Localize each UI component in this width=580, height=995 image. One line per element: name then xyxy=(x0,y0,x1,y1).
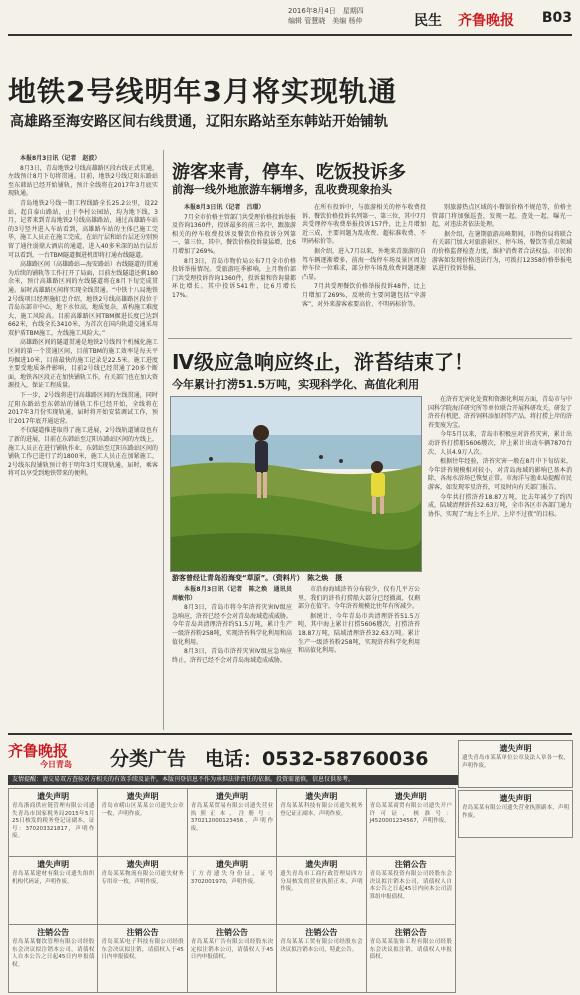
story3-paragraph: 市沿海海域浒苔分布较少，仅有几平方公里，我们的浒苔打捞船大部分已经撤离，仅剩部分在值守。今年浒苔规模比往年有所减少。 xyxy=(298,586,420,611)
beach-photo xyxy=(170,396,422,572)
story3-paragraph: 今年5月以来，青岛市积极应对浒苔灾害，累计出动浒苔打捞船5606艘次，岸上累计出动车辆7870台次、人员4.9万人次。 xyxy=(428,431,572,456)
classified-ad-title: 注销公告 xyxy=(37,928,70,937)
classified-ad xyxy=(276,788,366,857)
classified-ad-body: 遗失青岛市某某单位公章及法人章各一枚，声明作废。 xyxy=(462,755,569,769)
classified-ad-body: 青岛某某广告有限公司经股东决定拟注销本公司，请债权人于45日内申报债权。 xyxy=(190,939,274,960)
classified-ad-title: 注销公告 xyxy=(215,928,248,937)
story3-paragraph: 根据往年经验，浒苔灾害一般在8月中下旬结束，今年浒苔规模相对较小，对青岛海域的影响已基本消除，各海水浴场已恢复正常。市海洋与渔业局提醒市民游客，如发现零星浒苔，可及时向有关部门报告。 xyxy=(428,458,573,491)
story1-paragraph: 高雄路区间（高雄路站—海安路站）右线隧道的贯通为后续的铺轨等工作打开了局面，目前左线隧道还剩180余米，预计高雄路区间的左线隧道将在8月下旬完成贯通。届时高雄路区间将实现全线贯通。“中铁十八局地铁2号线项目经理施虹忠介绍，地铁2号线高雄路区段位于青岛东部市中心，地下水位高，地质复杂，盾构施工难度大，施工风险高。目前高雄路区间TBM掘进长度已达到662米，右线全长3410米，为首次在国内轨道交通采用双护盾TBM施工，左线施工风险大。” xyxy=(8,261,159,337)
story3-col2 xyxy=(298,586,420,731)
classified-ad-body: 青岛某某有限公司遗失营业执照副本，声明作废。 xyxy=(462,805,569,819)
classified-ad xyxy=(276,856,366,925)
classified-ad xyxy=(8,856,98,925)
classified-ad xyxy=(366,924,456,993)
classified-ad-title: 遗失声明 xyxy=(305,792,338,801)
classified-ad-body: 丁方青遗失身份证，证号3702001970，声明作废。 xyxy=(190,871,274,885)
ads-divider xyxy=(8,733,572,735)
classified-ad xyxy=(187,856,277,925)
classified-ad xyxy=(8,788,98,857)
page-header xyxy=(8,4,572,36)
classified-ad-body: 青岛某某物流有限公司遗失财务专用章一枚，声明作废。 xyxy=(101,871,184,885)
story2-paragraph: 别旅游热点区域的小餐馆价格不规范等，价格主管部门将加强巡查，发现一起，查处一起，曝光一起，对违法者依法处理。 xyxy=(432,204,572,229)
story2-paragraph: 8月3日，青岛市物价局公布7月全市价格投诉举报情况。受旅游旺季影响，上月物价部门共受理投诉咨询1360件，投诉量和咨询量都环比增长。其中投诉541件，比6月增长17%。 xyxy=(172,257,296,299)
column-divider xyxy=(163,150,164,730)
classified-ads-header xyxy=(8,737,454,769)
story3-right-col xyxy=(428,396,572,731)
story2-paragraph: 据介绍，进入7月以来，外地来青旅游的自驾车辆逐渐增多，前海一线停车场及景区周边停车位一位难求，部分停车场乱收费问题逐渐凸显。 xyxy=(302,247,426,281)
classified-ad-body: 青岛某某装饰工程有限公司经股东会决议拟注销，请债权人申报债权。 xyxy=(369,939,452,960)
story2-col3 xyxy=(432,204,572,336)
classified-ad-body: 青岛某某投资有限公司经股东会决议拟注销本公司，请债权人自本公告之日起45日内向本公司清算组申报债权。 xyxy=(369,871,452,900)
classified-ad-title: 注销公告 xyxy=(305,928,338,937)
ads-logo-sub: 今日青岛 xyxy=(40,760,72,769)
classified-ad-title: 遗失声明 xyxy=(126,792,159,801)
main-headline: 地铁2号线明年3月将实现轨通 xyxy=(8,75,397,108)
classified-ad-body: 青岛某某餐饮管理有限公司经股东会决议拟注销本公司，请债权人自本公告之日起45日内申报债权。 xyxy=(12,939,95,968)
story2-paragraph: 7月共受理餐饮价格举报投诉48件，比上月增加了269%，反映的主要问题包括“宰游客”，对外来游客索要高价、不明码标价等。 xyxy=(302,283,426,308)
classified-ad xyxy=(97,788,187,857)
beach-photo-illustration xyxy=(171,397,421,571)
classified-ad-title: 遗失声明 xyxy=(215,860,248,869)
classified-ad-body: 青岛市崂山区某某公司遗失公章一枚，声明作废。 xyxy=(101,803,184,817)
classified-ad-title: 遗失声明 xyxy=(37,860,70,869)
classified-ad-body: 青岛某某贸易有限公司遗失营业执照正本，注册号：370212000123456，声明作废。 xyxy=(190,803,274,832)
main-subheadline: 高雄路至海安路区间右线贯通，辽阳东路站至东韩站开始铺轨 xyxy=(10,114,388,130)
classified-ad-title: 遗失声明 xyxy=(215,792,248,801)
page-number: B03 xyxy=(541,10,572,26)
classified-ad xyxy=(8,924,98,993)
classified-ad-body: 青岛某某建材有限公司遗失组织机构代码证，声明作废。 xyxy=(12,871,95,885)
story3-title: Ⅳ级应急响应终止，浒苔结束了！ xyxy=(172,350,474,374)
classified-ad-title: 遗失声明 xyxy=(499,744,532,753)
story3-paragraph: 8月3日，青岛市将今年浒苔灾害Ⅳ级应急响应，浒苔已经不会对青岛海域造成威胁。今年青岛共清理浒苔约51.5万吨，累计生产一级浒苔粉258吨，实现浒苔科学化利用和高值化利用。 xyxy=(172,604,293,646)
issue-editors: 编辑 管慧晓 美编 杨仲 xyxy=(288,17,363,25)
story1-byline: 本报8月3日讯（记者 赵波） xyxy=(20,155,101,162)
story2-col2 xyxy=(302,204,426,336)
classified-ad xyxy=(366,788,456,857)
classified-ad-title: 注销公告 xyxy=(394,860,427,869)
classified-ad-body: 青岛某某商贸有限公司遗失开户许可证，核准号：J4520001234567，声明作废。 xyxy=(369,803,452,824)
classified-ad-title: 注销公告 xyxy=(126,928,159,937)
story2-paragraph: 7月全市价格主管部门共受理价格投诉举报及咨询1360件，投诉最多的前三名中，跟旅游相关的停车收费投诉及餐饮价格投诉分列第一、第三位，其中，餐饮价格投诉量猛增，比6月增加了269%。 xyxy=(172,213,296,255)
story3-subtitle: 今年累计打涝51.5万吨，实现科学化、高值化利用 xyxy=(172,378,420,391)
story1-paragraph: 高雄路区间的隧道贯通是地铁2号线四个机械化施工区间的第一个贯通区间，目前TBM的施工效率是每天平均掘进10米，目前最快的施工记录是22.5米。施工进度主要受地质条件影响，目前2号线已经贯通了20多个断面，地铁各区段正在加快铺轨工作，有关部门也在加大资源投入，保证工程质量。 xyxy=(8,339,159,390)
story2-byline: 本报8月3日讯（记者 吕璟） xyxy=(184,204,265,211)
ads-logo: 齐鲁晚报 xyxy=(8,742,69,760)
classified-ad xyxy=(366,856,456,925)
story3-byline: 本报8月3日讯（记者 陈之焕 通讯员 周敏伟） xyxy=(172,586,299,602)
ads-title: 分类广告 电话：0532-58760036 xyxy=(110,748,429,770)
classified-ad-body: 青岛浙商供应链管理有限公司遗失青岛市国家税务局2015年5月25日核发的税务登记证副本，证号：370203321817，声明作废。 xyxy=(12,803,95,839)
section-divider xyxy=(168,338,572,339)
issue-meta xyxy=(288,6,364,26)
issue-date: 2016年8月4日 星期四 xyxy=(288,7,364,15)
classified-ad xyxy=(458,740,573,788)
classified-ad-title: 遗失声明 xyxy=(394,792,427,801)
story2-title: 游客来青，停车、吃饭投诉多 xyxy=(172,162,406,183)
classified-ad-body: 青岛某某工贸有限公司经股东会决议拟注销本公司，特此公告。 xyxy=(280,939,363,953)
classified-ad xyxy=(97,924,187,993)
classified-ad-body: 遗失青岛市工商行政管理局四方分局核发的营业执照正本，声明作废。 xyxy=(280,871,363,892)
story1-body xyxy=(8,155,158,731)
story1-paragraph: 8月3日，青岛地铁2号线高雄路区段右线正式贯通，左线预计8月下旬将贯通。目前，地铁2号线辽阳东路站至东韩站已经开始铺轨，预计全线将在2017年3月底实现轨通。 xyxy=(8,164,158,198)
story2-paragraph: 在所有投诉中，与旅游相关的停车收费投诉、餐饮价格投诉名列第一、第三位，其中7月共受理停车收费举报投诉157件，比上月增加近三成，主要问题为乱收费、超标准收费、不明码标价等。 xyxy=(302,204,426,246)
story2-subtitle: 前海一线外地旅游车辆增多，乱收费现象抬头 xyxy=(172,183,392,196)
classified-ad-title: 遗失声明 xyxy=(499,794,532,803)
classified-ad-body: 青岛某某电子科技有限公司经股东会决议拟注销，请债权人于45日内申报债权。 xyxy=(101,939,184,960)
section-name: 民生 xyxy=(414,13,442,29)
story2-col1 xyxy=(172,204,296,336)
story1-paragraph: 下一步，2号线将进行高雄路区间的左线贯通，同时辽阳东路站至东韩站的铺轨工作已经开始，全线将在2017年3月份实现轨通，届时将开始安装调试工作，预计2017年底开通运营。 xyxy=(8,392,158,425)
story1-paragraph: 青岛地铁2号线一期工程线路全长25.2公里，设22站，起自泰山路站，止于李村公园站，均为地下线。3月，记者来到青岛地铁2号线高雄路站，通过高雄路车站的3号竖井进入车站看到，高雄路车站的主体已施工完毕，施工人员正在施工完成，在站厅层和站台层还分别预留了通往弱鼎大酒店的通道，进入40多米深的站台层后可以看到，一台TBM隧道掘进机即将打通右线隧道。 xyxy=(8,199,159,259)
classified-ad-body: 青岛某某科技有限公司遗失税务登记证正副本，声明作废。 xyxy=(280,803,363,817)
story3-paragraph: 8月3日，青岛市浒苔灾害Ⅳ级应急响应终止，浒苔已经不会对青岛海域造成威胁。 xyxy=(172,648,292,664)
story2-paragraph: 据介绍，在暑期旅游高峰期间，市物价局将联合有关部门加大对旅游景区、停车场、餐饮等重点领域的价格监督检查力度，维护消费者合法权益。市民和游客如发现价格违法行为，可拨打12358价格举报电话进行投诉举报。 xyxy=(432,230,572,273)
classified-ad-title: 遗失声明 xyxy=(305,860,338,869)
classified-ad xyxy=(276,924,366,993)
photo-caption: 游客曾经让青岛沿海变“草原”。（资料片） 陈之焕 摄 xyxy=(172,574,343,582)
story3-paragraph: 据统计，今年青岛市共清理浒苔51.5万吨，其中海上累计打捞5606艘次，打捞浒苔18.87万吨，陆域清理浒苔32.63万吨。累计生产一级浒苔粉258吨，实现浒苔科学化利用和高值化利用。 xyxy=(298,612,420,655)
story3-paragraph: 今年共打捞浒苔18.87万吨，比去年减少了约四成，陆域清理浒苔32.63万吨，全市各区市各部门通力协作，实现了“海上不上岸、上岸不过夜”的目标。 xyxy=(428,493,572,518)
story1-paragraph: 不仅隧道推进取得了施工进展，2号线轨道铺设也有了新的进展，目前在东韩站至辽阳东路站区间的左线上，施工人员正在进行铺轨作业，东韩站至辽阳东路站区间的铺轨工作已进行了约1800米，施工人员正在加紧施工，2号线东段铺轨预计将于明年3月实现轨通，届时，乘客将可以享受到地铁带来的便利。 xyxy=(8,427,159,478)
ads-notice-bar: 友情提醒：请交易双方查验对方相关的有效手续及证件，本版刊登信息不作为承担法律责任的依据。投资需谨慎，信息仅供参考。 xyxy=(8,775,458,785)
classified-ad xyxy=(97,856,187,925)
classified-ad-title: 遗失声明 xyxy=(37,792,70,801)
classified-ad-title: 注销公告 xyxy=(394,928,427,937)
classified-ad xyxy=(187,788,277,857)
classified-ad xyxy=(187,924,277,993)
classified-ad-title: 遗失声明 xyxy=(126,860,159,869)
story3-col1 xyxy=(172,586,299,731)
classified-ad xyxy=(458,790,573,838)
newspaper-logo: 齐鲁晚报 xyxy=(458,13,514,29)
story3-paragraph: 在浒苔无害化处置和资源化利用方面，青岛市与中国科学院海洋研究所等单位联合开展科研攻关，研发了浒苔有机肥、浒苔饲料添加剂等产品，将打捞上岸的浒苔变废为宝。 xyxy=(428,396,573,429)
